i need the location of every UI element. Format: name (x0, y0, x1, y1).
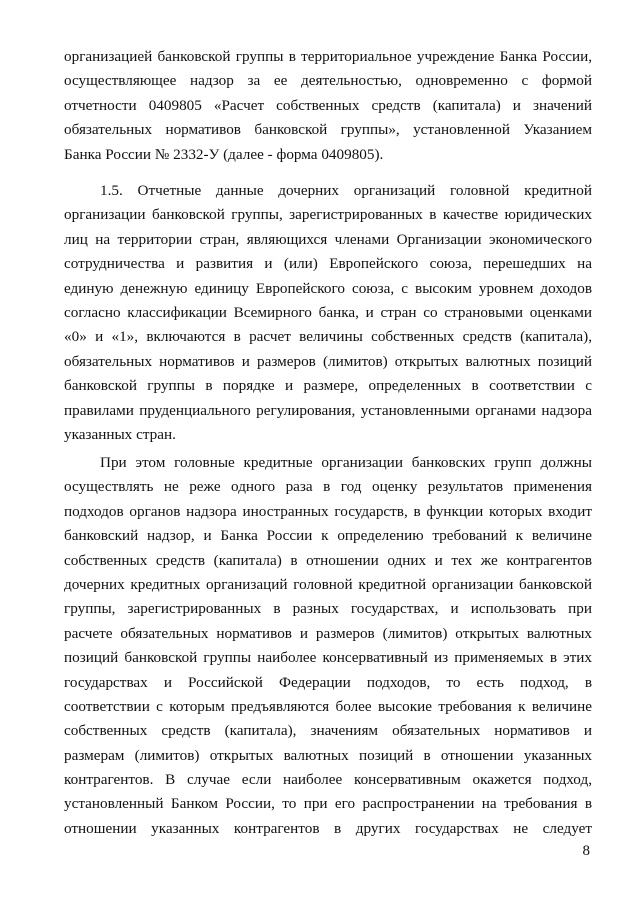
text-line: «0» и «1», включаются в расчет величины собственных средств (капитала), (64, 328, 592, 346)
page-number: 8 (582, 843, 590, 859)
text-line: сотрудничества и развития и (или) Европейского союза, перешедших на (64, 255, 592, 273)
text-line: позиций банковской группы наиболее консервативный из применяемых в этих (64, 649, 592, 667)
text-line: 1.5. Отчетные данные дочерних организаций головной кредитной (100, 182, 592, 199)
text-line: соответствии с которым предъявляются более высокие требования к величине (64, 697, 592, 715)
text-line: установленный Банком России, то при его распространении на требования в (64, 795, 592, 813)
text-line: контрагентов. В случае если наиболее консервативным окажется подход, (64, 771, 592, 789)
text-line: организацией банковской группы в территориальное учреждение Банка России, (64, 48, 592, 65)
text-line: указанных стран. (64, 425, 176, 443)
text-line: отношении указанных контрагентов в других государствах не следует (64, 819, 592, 837)
text-line: отчетности 0409805 «Расчет собственных средств (капитала) и значений (64, 96, 592, 114)
text-line: осуществлять не реже одного раза в год оценку результатов применения (64, 478, 592, 496)
text-line: единую денежную единицу Европейского союза, с высоким уровнем доходов (64, 279, 592, 297)
paragraph-body (64, 451, 592, 841)
text-line: размерам (лимитов) открытых валютных позиций в отношении указанных (64, 746, 592, 764)
text-line: подходов органов надзора иностранных государств, в функции которых входит (64, 502, 592, 520)
paragraph-continuation (64, 45, 592, 167)
text-line: банковский надзор, и Банка России к определению требований к величине (64, 527, 592, 545)
text-line: государствах и Российской Федерации подходов, то есть подход, в (64, 673, 592, 691)
text-line: согласно классификации Всемирного банка, и стран со страновыми оценками (64, 303, 592, 321)
text-line: группы, зарегистрированных в разных государствах, и использовать при (64, 600, 592, 618)
text-line: При этом головные кредитные организации банковских групп должны (100, 454, 592, 471)
text-line: собственных средств (капитала) в отношении одних и тех же контрагентов (64, 551, 592, 569)
text-line: обязательных нормативов и размеров (лимитов) открытых валютных позиций (64, 352, 592, 370)
text-line: банковской группы в порядке и размере, определенных в соответствии с (64, 377, 592, 395)
text-line: правилами пруденциального регулирования, установленными органами надзора (64, 401, 592, 419)
text-line: собственных средств (капитала), значениям обязательных нормативов и (64, 722, 592, 740)
text-line: организации банковской группы, зарегистрированных в качестве юридических (64, 206, 592, 224)
paragraph-section-1-5 (64, 179, 592, 447)
text-line: дочерних кредитных организаций головной кредитной организации банковской (64, 575, 592, 593)
text-line: расчете обязательных нормативов и размеров (лимитов) открытых валютных (64, 624, 592, 642)
text-line: осуществляющее надзор за ее деятельностью, одновременно с формой (64, 72, 592, 90)
text-line: обязательных нормативов банковской группы», установленной Указанием (64, 121, 592, 139)
text-line: Банка России № 2332-У (далее - форма 0409805). (64, 145, 384, 163)
text-line: лиц на территории стран, являющихся членами Организации экономического (64, 230, 592, 248)
